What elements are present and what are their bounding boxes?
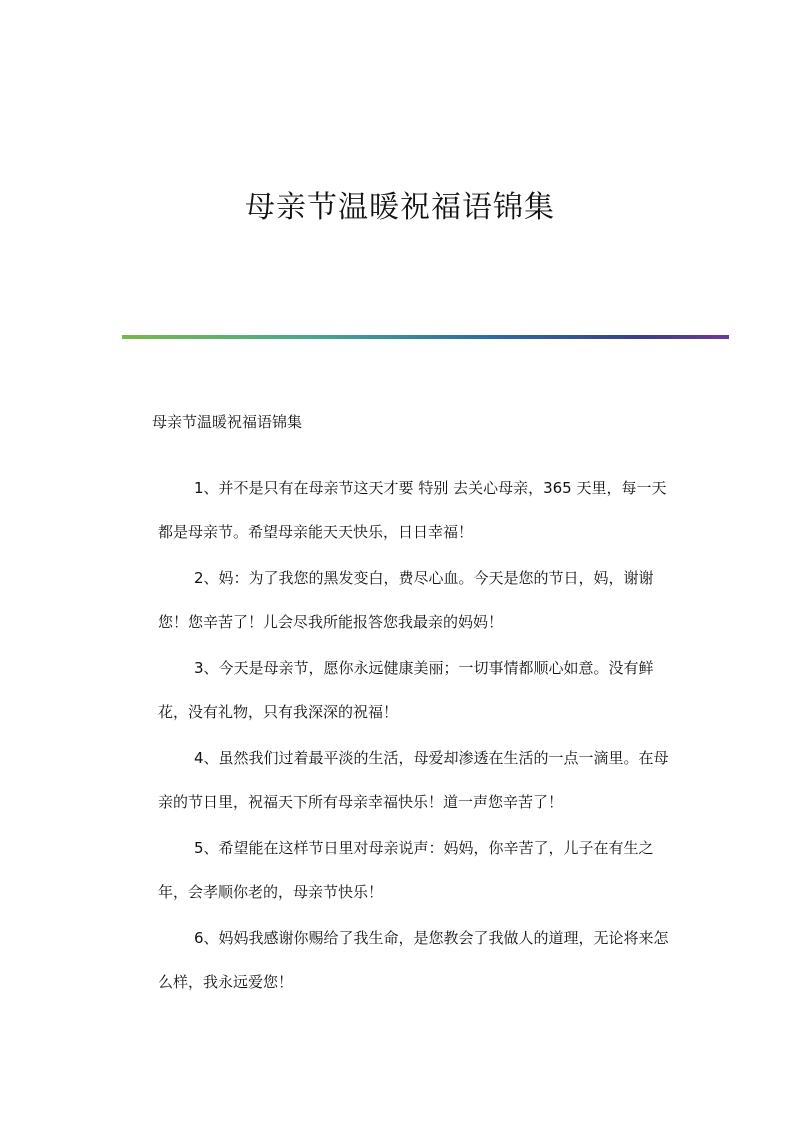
blessing-paragraph-3 <box>122 646 682 734</box>
paragraph-line: 花，没有礼物，只有我深深的祝福！ <box>158 703 399 721</box>
paragraph-line: 您！您辛苦了！儿会尽我所能报答您我最亲的妈妈！ <box>158 613 504 631</box>
paragraph-line: 1、并不是只有在母亲节这天才要 特别 去关心母亲，365 天里，每一天 <box>194 479 667 497</box>
paragraph-line: 2、妈：为了我您的黑发变白，费尽心血。今天是您的节日，妈，谢谢 <box>194 569 654 587</box>
paragraph-line: 都是母亲节。希望母亲能天天快乐，日日幸福！ <box>158 523 474 541</box>
paragraph-line: 么样，我永远爱您！ <box>158 973 294 991</box>
document-title: 母亲节温暖祝福语锦集 <box>245 190 555 225</box>
paragraph-line: 5、希望能在这样节日里对母亲说声：妈妈，你辛苦了，儿子在有生之 <box>194 839 654 857</box>
blessing-paragraph-2 <box>122 556 682 644</box>
blessing-paragraph-6 <box>122 916 682 1004</box>
blessing-paragraph-1 <box>122 466 682 554</box>
blessing-paragraph-5 <box>122 826 682 914</box>
document-body <box>122 400 682 1004</box>
paragraph-line: 3、今天是母亲节，愿你永远健康美丽；一切事情都顺心如意。没有鲜 <box>194 659 654 677</box>
paragraph-line: 亲的节日里，祝福天下所有母亲幸福快乐！道一声您辛苦了！ <box>158 793 564 811</box>
blessing-paragraph-4 <box>122 736 682 824</box>
paragraph-line: 年，会孝顺你老的，母亲节快乐！ <box>158 883 384 901</box>
section-heading: 母亲节温暖祝福语锦集 <box>152 413 303 431</box>
title-divider <box>122 335 729 339</box>
paragraph-line: 4、虽然我们过着最平淡的生活，母爱却渗透在生活的一点一滴里。在母 <box>194 749 669 767</box>
paragraph-line: 6、妈妈我感谢你赐给了我生命，是您教会了我做人的道理，无论将来怎 <box>194 929 669 947</box>
